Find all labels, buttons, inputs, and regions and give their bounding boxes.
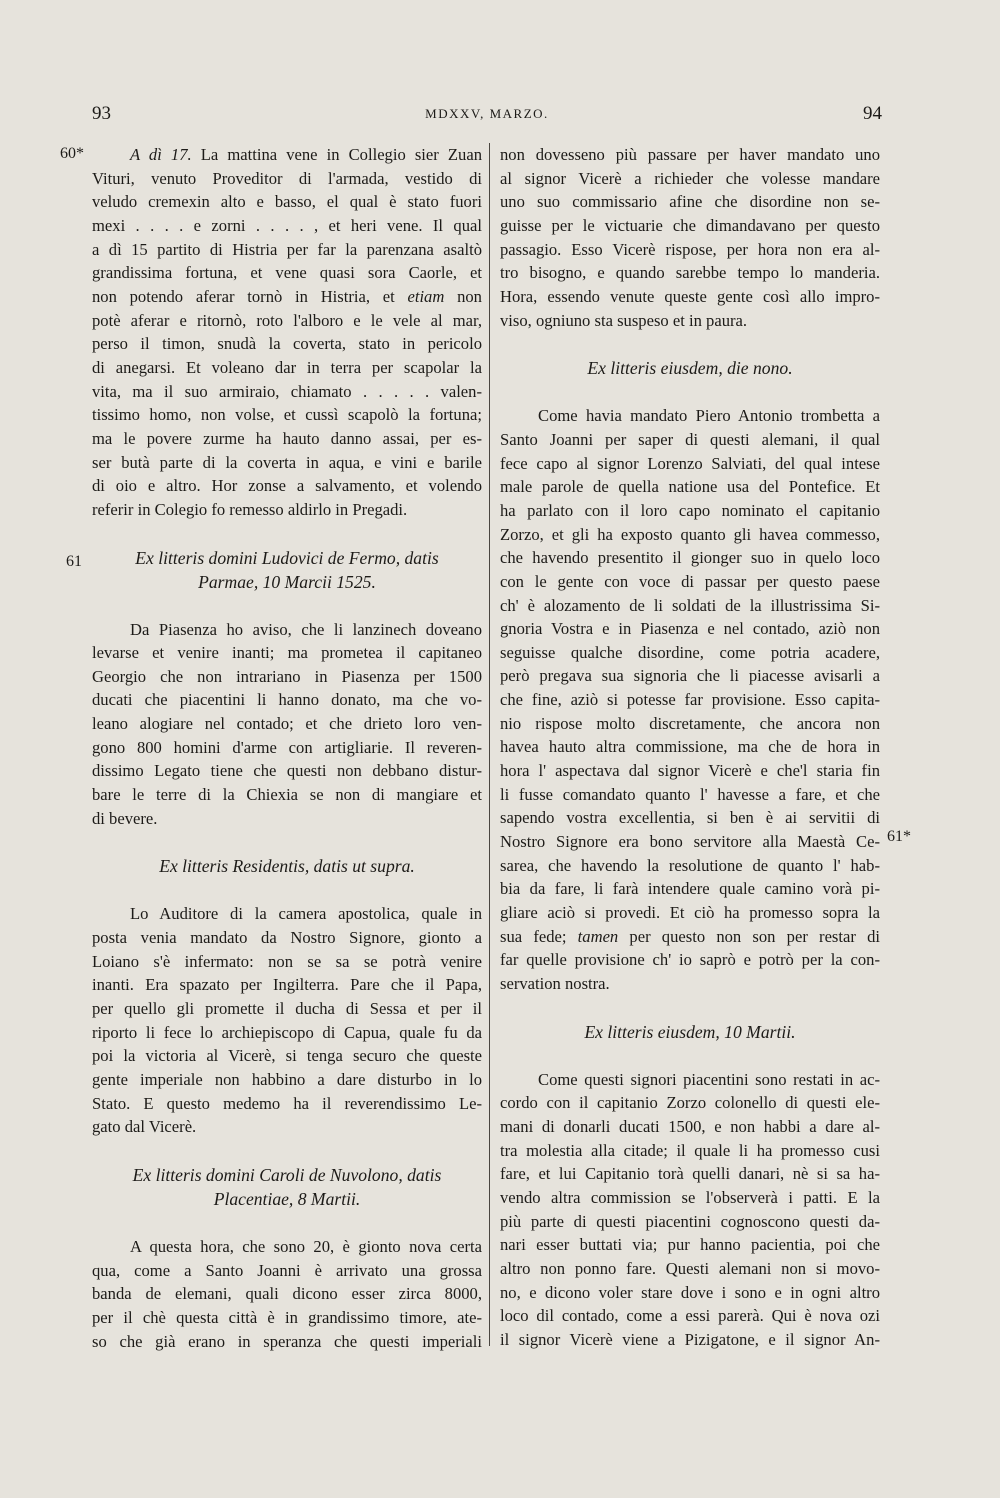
line-text: La mattina vene in Collegio sier Zuan [191, 145, 482, 164]
text-line: bia da fare, li farà intendere quale camino vorà pi- [500, 879, 880, 899]
heading-line: Ex litteris eiusdem, 10 Martii. [584, 1021, 796, 1042]
text-line: Da Piasenza ho aviso, che li lanzinech doveano [130, 619, 482, 639]
section-heading [92, 546, 482, 594]
text-line: Come havia mandato Piero Antonio trombetta a [538, 406, 880, 426]
text-line: più parte di questi piacentini cognoscono questi da- [500, 1211, 880, 1231]
text-line: ha parlato con il loro capo nominato el capitanio [500, 500, 880, 520]
text-line: banda de elemani, quali dicono esser zirca 8000, [92, 1284, 482, 1304]
text-line: a dì 15 partito di Histria per far la parenzana asaltò [92, 239, 482, 259]
text-line: no, e dicono voler stare dove i sono e in ogni altro [500, 1282, 880, 1302]
text-line: ma le povere zurme ha hauto danno assai, per es- [92, 428, 482, 448]
italic-word: etiam [407, 286, 445, 306]
text-line: di bevere. [92, 808, 158, 828]
text-line: A questa hora, che sono 20, è gionto nova certa [130, 1236, 482, 1256]
text-line: riporto li fece lo archiepiscopo di Capua, quale fu da [92, 1022, 482, 1042]
text-line: grandissima fortuna, et vene quasi sora Caorle, et [92, 263, 482, 283]
margin-note-60: 60* [60, 145, 84, 162]
section-heading [500, 1020, 880, 1044]
text-line: Zorzo, et gli ha exposto quanto gli havea commesso, [500, 524, 880, 544]
text-line: far quelle provisione ch' io saprò e potrò per la con- [500, 950, 880, 970]
text-line: male parole de quella natione usa del Pontefice. Et [500, 477, 880, 497]
text-line: di anegarsi. Et voleano dar in terra per scapolar la [92, 357, 482, 377]
text-line: posta venia mandato da Nostro Signore, gionto a [92, 928, 482, 948]
page-number-right: 94 [863, 103, 882, 124]
text-line: il signor Vicerè viene a Pizigatone, e il signor An- [500, 1329, 880, 1349]
text-line: gono 800 homini d'arme con artigliarie. Il reveren- [92, 737, 482, 757]
text-line: uno suo commissario afine che disordine non se- [500, 192, 880, 212]
text-line: per il chè questa città è in grandissimo timore, ate- [92, 1307, 482, 1327]
text-line: li fusse comandato quanto l' havesse a fare, et che [500, 784, 880, 804]
text-line: Hora, essendo venute queste gente così allo impro- [500, 286, 880, 306]
text-line: mani di donarli ducati 1500, e non habbi a dare al- [500, 1116, 880, 1136]
text-line: gato dal Vicerè. [92, 1117, 197, 1137]
text-line: qua, come a Santo Joanni è arrivato una grossa [92, 1260, 482, 1280]
column-rule [489, 143, 490, 1346]
italic-word: tamen [577, 926, 619, 946]
heading-line: Ex litteris domini Caroli de Nuvolono, datis [132, 1164, 442, 1185]
text-line: bare le terre di la Chiexia se non di mangiare et [92, 785, 482, 805]
text-line: Nostro Signore era bono servitore alla Maestà Ce- [500, 832, 880, 852]
line-text: per questo non son per restar di [618, 926, 880, 946]
text-line: di oio e altro. Hor zonse a salvamento, et volendo [92, 476, 482, 496]
section-heading [92, 1163, 482, 1211]
line-text: non [444, 286, 482, 306]
text-line [92, 285, 482, 309]
section-heading [500, 356, 880, 380]
heading-line: Ex litteris Residentis, datis ut supra. [159, 856, 415, 877]
text-line: gliare aciò si provedi. Et ciò ha promesso sopra la [500, 903, 880, 923]
text-line: nari esser buttati via; pur hanno pacientia, poi che [500, 1235, 880, 1255]
text-line: però pregava sua signoria che li piacesse avisarli a [500, 666, 880, 686]
text-line: fare, et lui Capitanio torà quelli danari, nè si sa ha- [500, 1164, 880, 1184]
text-line: servation nostra. [500, 974, 610, 993]
paragraph [500, 1068, 880, 1352]
text-line: che havendo presentito il gionger suo in quelo loco [500, 548, 880, 568]
text-line: vendo altra commission se l'observerà i patti. E la [500, 1187, 880, 1207]
text-line: ch' è alozamento de li soldati de la illustrissima Si- [500, 595, 880, 615]
text-line: fece capo al signor Lorenzo Salviati, del qual intese [500, 453, 880, 473]
text-line: per quello gli promette il ducha di Sessa et per il [92, 999, 482, 1019]
text-line: ducati che piacentini li hanno donato, ma che vo- [92, 690, 482, 710]
paragraph [92, 618, 482, 831]
text-line: viso, ogniuno sta suspeso et in paura. [500, 310, 748, 330]
text-line: guisse per le victuarie che dimandavano per questo [500, 215, 880, 235]
text-line: altro non ponno fare. Questi alemani non si movo- [500, 1258, 880, 1278]
paragraph [500, 404, 880, 995]
text-line: loco dil contado, come a essi parerà. Qui è nova ozi [500, 1306, 880, 1326]
entry-17-march [92, 143, 482, 522]
margin-note-61: 61 [66, 553, 82, 570]
text-line: Come questi signori piacentini sono restati in ac- [538, 1069, 880, 1089]
text-line: vita, ma il suo armiraio, chiamato . . . . . valen- [92, 381, 482, 401]
paragraph [92, 1235, 482, 1353]
section-heading [92, 854, 482, 878]
text-line: tissimo homo, non volse, et cussì scapolò la fortuna; [92, 405, 482, 425]
text-line: gente imperiale non habbino a dare disturbo in lo [92, 1070, 482, 1089]
text-line: Stato. E questo medemo ha il reverendissimo Le- [92, 1093, 482, 1113]
text-line: sarea, che havendo la resolutione de quanto l' hab- [500, 855, 880, 875]
heading-line: Ex litteris eiusdem, die nono. [587, 358, 793, 379]
text-line: tra molestia alla citade; il quale li ha promesso cusi [500, 1140, 880, 1160]
line-text: non potendo aferar tornò in Histria, et [92, 286, 408, 306]
text-line: potè aferar e ritornò, roto l'alboro e le vele al mar, [92, 310, 482, 330]
text-line: nio rispose molto discretamente, che ancora non [500, 713, 880, 733]
text-line: cordo con il capitanio Zorzo colonello di questi ele- [500, 1093, 880, 1113]
text-line: Lo Auditore di la camera apostolica, quale in [130, 904, 482, 924]
text-line: Vituri, venuto Proveditor di l'armada, vestido di [92, 168, 482, 188]
text-line: non dovesseno più passare per haver mandato uno [500, 145, 880, 164]
page-header [92, 103, 882, 127]
text-line: mexi . . . . e zorni . . . . , et heri vene. Il qual [92, 215, 482, 235]
text-line: leano alogiare nel contado; et che drieto loro ven- [92, 714, 482, 734]
line-text: sua fede; [500, 926, 578, 946]
entry-date: A dì 17. [130, 145, 192, 164]
text-line: Loiano s'è infermato: non se sa se potrà venire [92, 951, 482, 971]
text-line: che fine, aziò si potesse far provisione. Esso capita- [500, 690, 880, 710]
text-line: inanti. Era spazato per Ingilterra. Pare che il Papa, [92, 975, 482, 995]
left-column [92, 143, 482, 1353]
text-line: poi la victoria al Vicerè, si tenga securo che queste [92, 1046, 482, 1066]
text-line: sapendo vostra excellentia, si ben è ai servitii di [500, 808, 880, 828]
text-line: so che già erano in speranza che questi imperiali [92, 1331, 482, 1351]
text-line: ser butà parte di la coverta in aqua, e vini e barile [92, 452, 482, 472]
text-line: gnoria Vostra e in Piasenza e nel contado, aziò non [500, 619, 880, 639]
text-line: perso il timon, snudà la coverta, stato in pericolo [92, 334, 482, 354]
text-line: passagio. Esso Vicerè rispose, per hora non era al- [500, 239, 880, 259]
right-column [500, 143, 880, 1352]
heading-line: Ex litteris domini Ludovici de Fermo, datis [135, 547, 439, 568]
text-line [92, 143, 482, 167]
running-title: MDXXV, MARZO. [425, 106, 549, 121]
text-line [500, 925, 880, 949]
text-line: tro bisogno, e quando sarebbe tempo lo manderia. [500, 263, 880, 283]
page-number-left: 93 [92, 103, 111, 124]
paragraph [500, 143, 880, 332]
text-line: seguisse qualche disordine, come potria acadere, [500, 642, 880, 662]
text-line: referir in Colegio fo remesso aldirlo in Pregadi. [92, 499, 408, 519]
paragraph [92, 902, 482, 1139]
text-line: Santo Joanni per saper di questi alemani, il qual [500, 429, 880, 449]
heading-line: Placentiae, 8 Martii. [213, 1188, 361, 1209]
text-line: veludo cremexin alto e basso, el qual è stato fuori [92, 192, 482, 212]
heading-line: Parmae, 10 Marcii 1525. [198, 571, 376, 592]
text-line: dissimo Legato tiene che questi non debbano distur- [92, 761, 482, 781]
margin-note-61-star: 61* [887, 828, 911, 845]
text-line: hora l' aspectava dal signor Vicerè e che'l staria fin [500, 761, 880, 781]
text-line: al signor Vicerè a richieder che volesse mandare [500, 168, 880, 188]
text-line: Georgio che non intrariano in Piasenza per 1500 [92, 666, 482, 686]
text-line: con le gente con voce di passar per questo paese [500, 571, 880, 591]
text-line: havea hauto altra commissione, ma che de hora in [500, 737, 880, 757]
text-line: levarse et venire inanti; ma prometea il capitaneo [92, 643, 482, 663]
